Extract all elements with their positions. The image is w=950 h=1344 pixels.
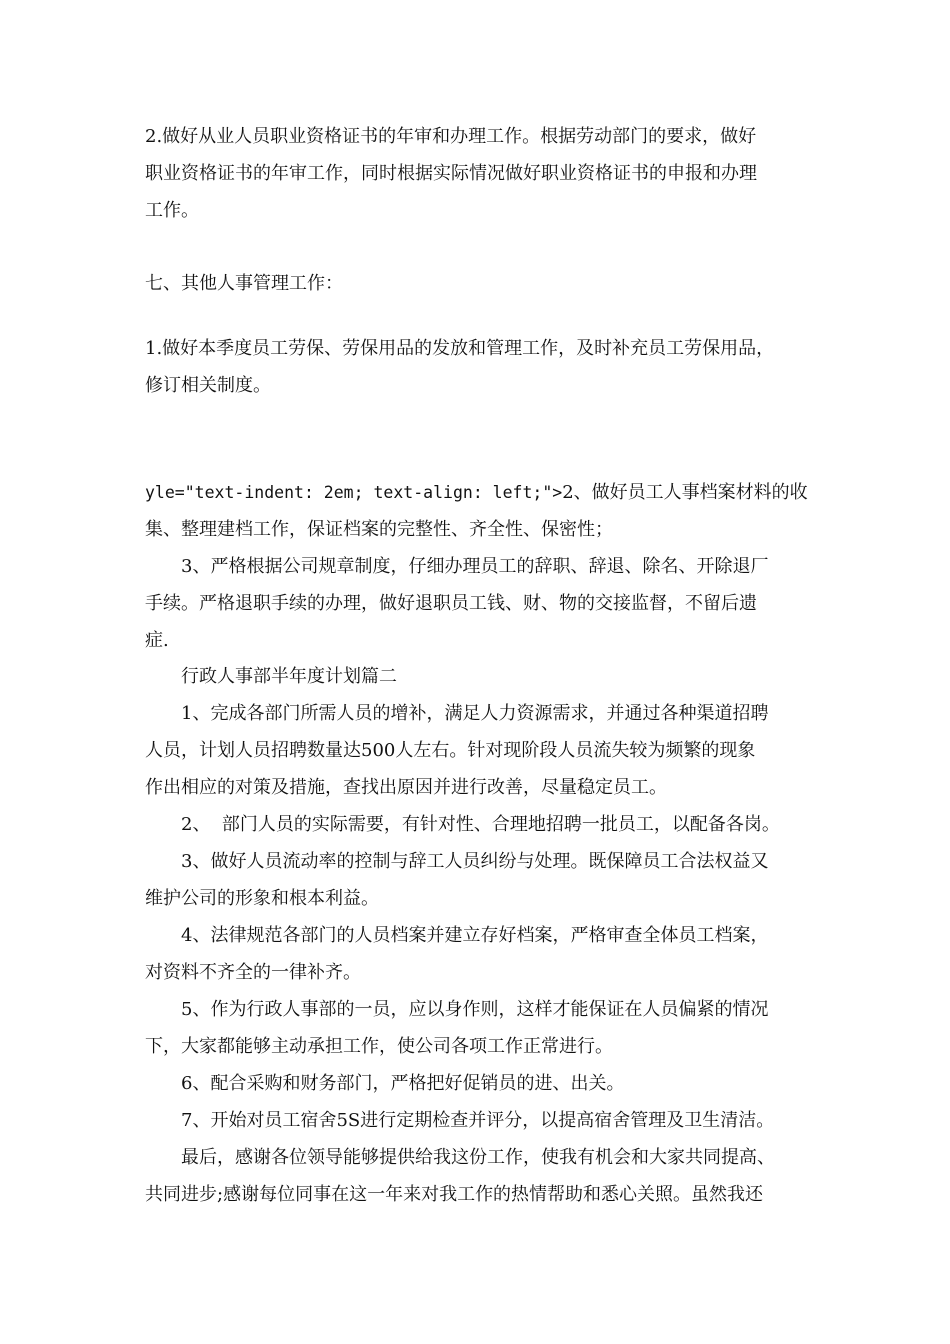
list-item-6 (145, 1065, 810, 1102)
paragraph-thanks (145, 1139, 810, 1213)
text-line: 症. (145, 630, 169, 651)
text-line: 2、 部门人员的实际需要，有针对性、合理地招聘一批员工，以配备各岗。 (181, 814, 780, 835)
text-line: 作出相应的对策及措施，查找出原因并进行改善，尽量稳定员工。 (145, 777, 667, 798)
text-line: 职业资格证书的年审工作，同时根据实际情况做好职业资格证书的申报和办理 (145, 163, 757, 184)
list-item-7 (145, 1102, 810, 1139)
list-item-3 (145, 843, 810, 917)
text-line: 修订相关制度。 (145, 375, 271, 396)
paragraph-resignation (145, 548, 810, 659)
paragraph-labor-protection (145, 330, 810, 404)
text-line: 手续。严格退职手续的办理，做好退职员工钱、财、物的交接监督，不留后遗 (145, 593, 757, 614)
text-line: 下，大家都能够主动承担工作，使公司各项工作正常进行。 (145, 1036, 613, 1057)
list-item-1 (145, 695, 810, 806)
section-title: 行政人事部半年度计划篇二 (181, 666, 397, 687)
text-line: 3、严格根据公司规章制度，仔细办理员工的辞职、辞退、除名、开除退厂 (181, 556, 769, 577)
text-line: 工作。 (145, 200, 199, 221)
document-page (145, 0, 810, 1344)
text-line: 3、做好人员流动率的控制与辞工人员纠纷与处理。既保障员工合法权益又 (181, 851, 769, 872)
text-line: 对资料不齐全的一律补齐。 (145, 962, 361, 983)
text-line: 1.做好本季度员工劳保、劳保用品的发放和管理工作，及时补充员工劳保用品， (145, 338, 775, 359)
text-line: 4、法律规范各部门的人员档案并建立存好档案，严格审查全体员工档案， (181, 925, 769, 946)
html-code-fragment: yle="text-indent: 2em; text-align: left;"> (145, 483, 563, 502)
list-item-2 (145, 806, 810, 843)
heading-other-hr-work: 七、其他人事管理工作： (145, 273, 343, 294)
text-line: 6、配合采购和财务部门，严格把好促销员的进、出关。 (181, 1073, 625, 1094)
text-line: 维护公司的形象和根本利益。 (145, 888, 379, 909)
text-line: 人员，计划人员招聘数量达500人左右。针对现阶段人员流失较为频繁的现象 (145, 740, 756, 761)
text-line: 最后，感谢各位领导能够提供给我这份工作，使我有机会和大家共同提高、 (181, 1147, 775, 1168)
text-line: 5、作为行政人事部的一员，应以身作则，这样才能保证在人员偏紧的情况 (181, 999, 769, 1020)
text-line: 集、整理建档工作，保证档案的完整性、齐全性、保密性； (145, 519, 613, 540)
text-line: 2.做好从业人员职业资格证书的年审和办理工作。根据劳动部门的要求，做好 (145, 126, 757, 147)
paragraph-certificates (145, 118, 810, 229)
paragraph-archives (145, 474, 810, 548)
list-item-5 (145, 991, 810, 1065)
text-line: 7、开始对员工宿舍5S进行定期检查并评分，以提高宿舍管理及卫生清洁。 (181, 1110, 775, 1131)
text-line: 1、完成各部门所需人员的增补，满足人力资源需求，并通过各种渠道招聘 (181, 703, 769, 724)
text-line: 2、做好员工人事档案材料的收 (562, 482, 808, 503)
list-item-4 (145, 917, 810, 991)
text-line: 共同进步;感谢每位同事在这一年来对我工作的热情帮助和悉心关照。虽然我还 (145, 1184, 764, 1205)
